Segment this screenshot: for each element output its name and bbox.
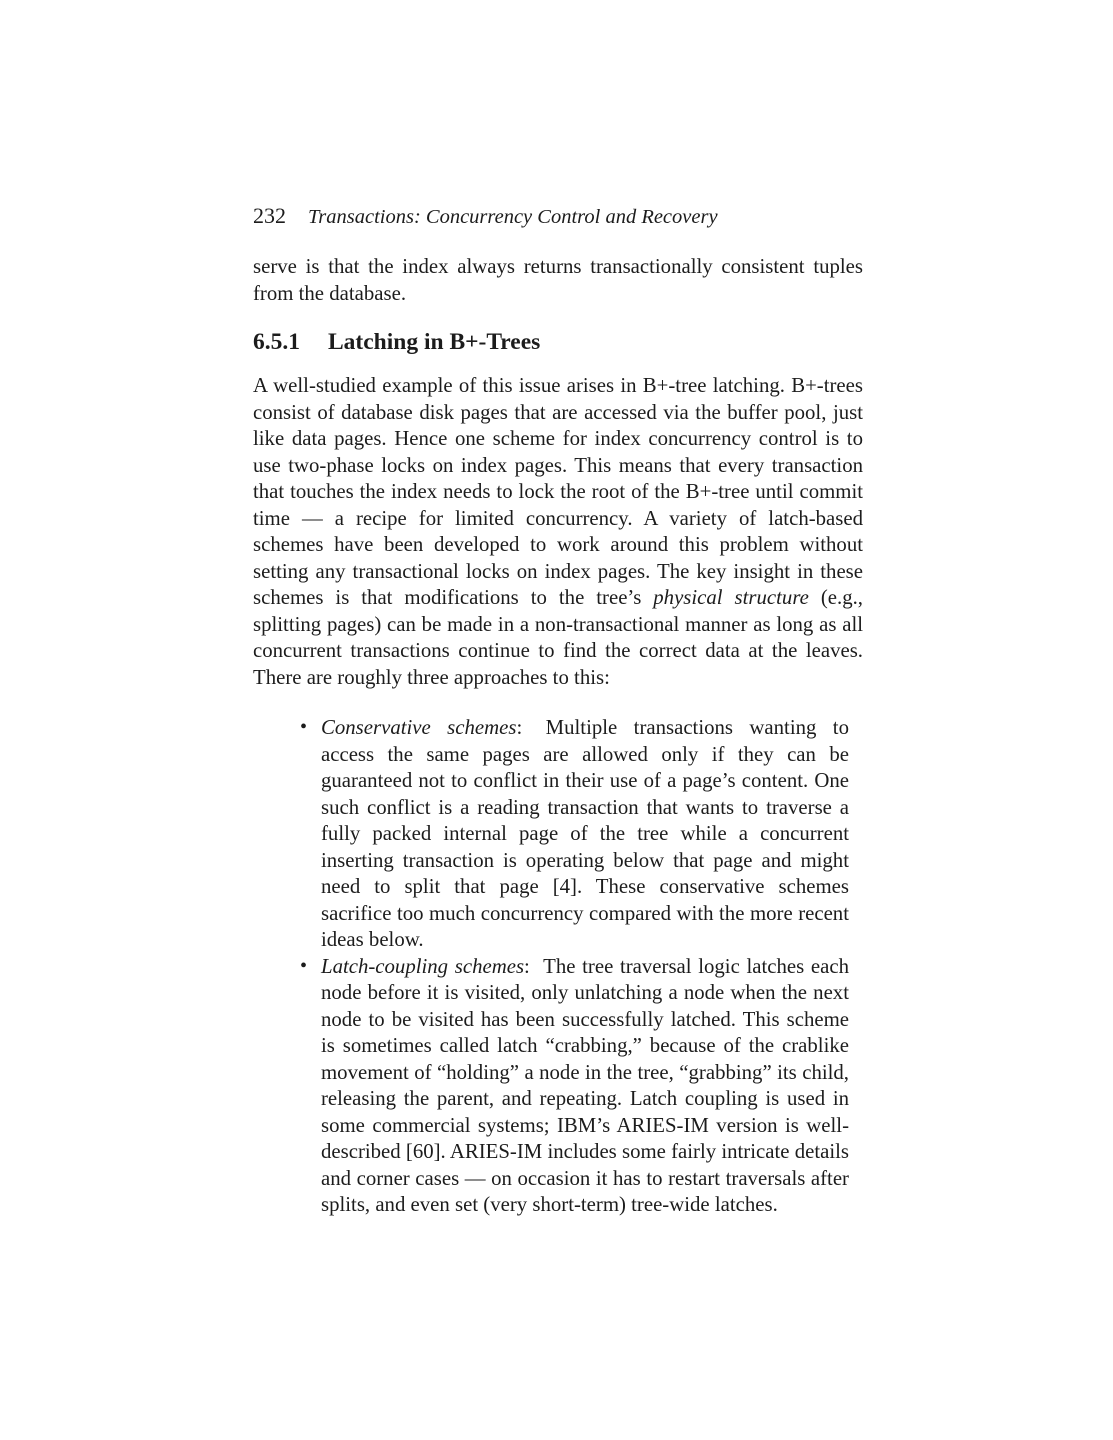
bullet-term: Latch-coupling schemes <box>321 954 525 978</box>
approaches-list <box>253 715 863 1219</box>
bullet-icon: • <box>300 716 308 738</box>
document-page <box>253 203 863 1219</box>
list-item-latch-coupling-schemes <box>300 954 849 1219</box>
page-number: 232 <box>253 203 286 228</box>
body-text-italic: physical structure <box>653 586 809 609</box>
body-text-before-italic: A well-studied example of this issue arises in B+-tree latching. B+-trees consist of database disk pages that are accessed via the buffer pool, just like data pages. Hence one scheme for index concurrency control is to use two-phase locks on index pages. This means that every transaction that touches the index needs to lock the root of the B+-tree until commit time — a recipe for limited concurrency. A variety of latch-based schemes have been developed to work around this problem without setting any transactional locks on index pages. The key insight in these schemes is that modifications to the tree’s <box>253 374 863 609</box>
running-title: Transactions: Concurrency Control and Recovery <box>308 206 718 228</box>
bullet-text: Multiple transactions wanting to access the same pages are allowed only if they can be guaranteed not to conflict in their use of a page’s content. One such conflict is a reading transaction that wants to traverse a fully packed internal page of the tree while a concurrent inserting transaction is operating below that page and might need to split that page [4]. These conservative schemes sacrifice too much concurrency compared with the more recent ideas below. <box>321 716 849 951</box>
section-heading <box>253 328 863 356</box>
bullet-separator: : <box>524 954 530 978</box>
intro-paragraph: serve is that the index always returns transactionally consistent tuples from the database. <box>253 255 863 305</box>
bullet-separator: : <box>516 716 523 739</box>
bullet-term: Conservative schemes <box>321 716 517 739</box>
bullet-icon: • <box>300 954 308 977</box>
section-title: Latching in B+-Trees <box>328 329 541 355</box>
list-item-conservative-schemes <box>300 715 849 954</box>
body-paragraph <box>253 373 863 691</box>
page-header <box>253 203 863 230</box>
bullet-text: The tree traversal logic latches each node before it is visited, only unlatching a node when the next node to be visited has been successfully latched. This scheme is sometimes called latch “crabbing,” because of the crablike movement of “holding” a node in the tree, “grabbing” its child, releasing the parent, and repeating. Latch coupling is used in some commercial systems; IBM’s ARIES-IM version is well-described [60]. ARIES-IM includes some fairly intricate details and corner cases — on occasion it has to restart traversals after splits, and even set (very short-term) tree-wide latches. <box>321 954 849 1216</box>
section-number: 6.5.1 <box>253 329 300 355</box>
body-text-after-italic: (e.g., splitting pages) can be made in a non-transactional manner as long as all concurrent transactions continue to find the correct data at the leaves. There are roughly three approaches to this: <box>253 586 864 689</box>
